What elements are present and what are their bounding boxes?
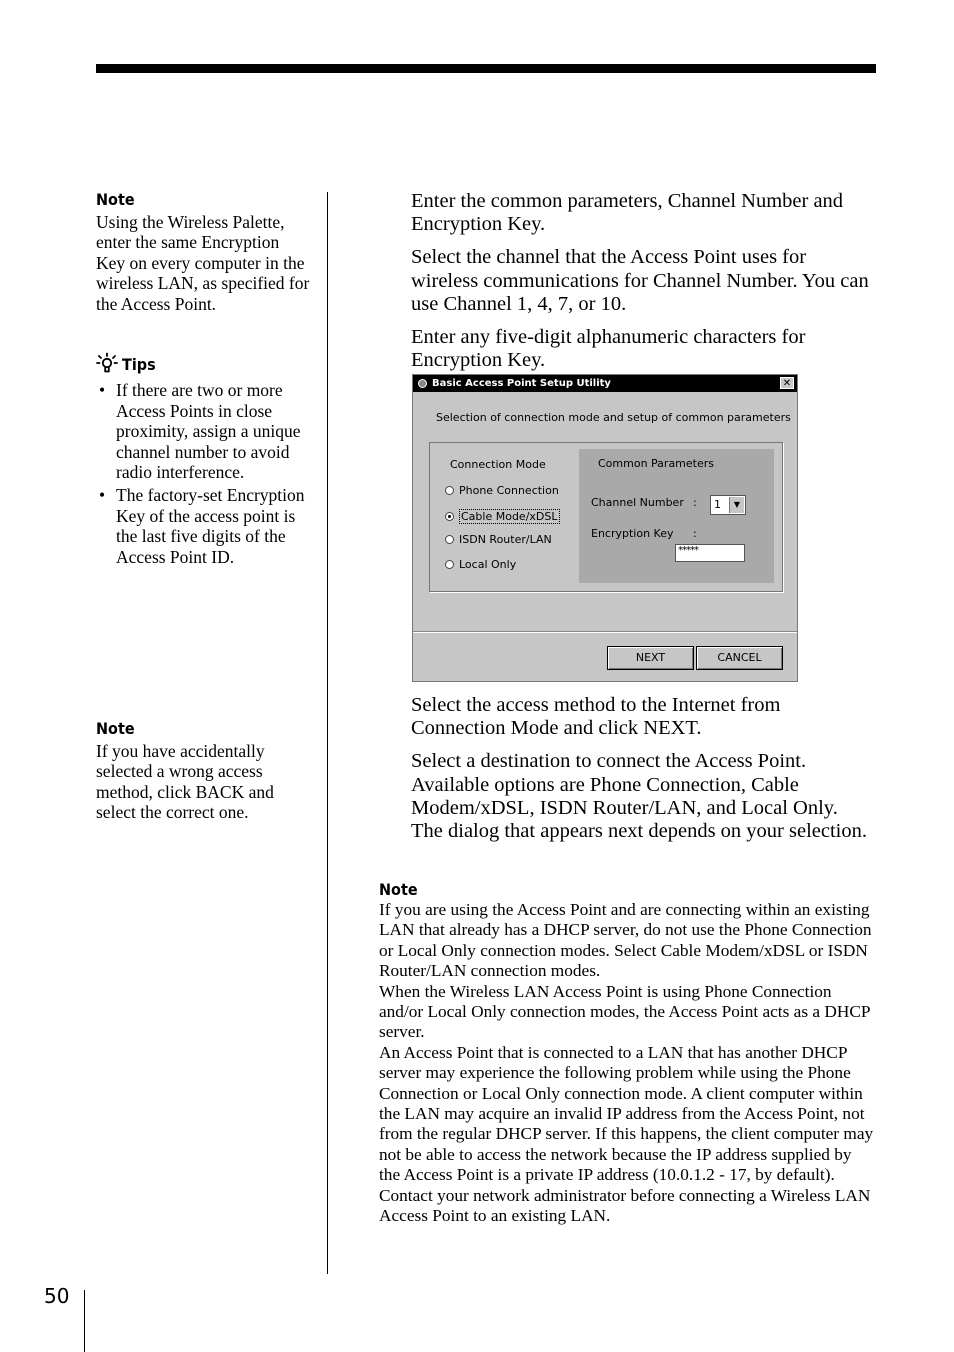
radio-button[interactable] [445, 486, 454, 495]
note-paragraph: An Access Point that is connected to a LAN that has another DHCP server may experience the following problem while using the Phone Connection or Local Only connection mode. A client computer within the LAN may acquire an invalid IP address from the Access Point, not from the regular DHCP server. If this happens, the client computer may not be able to access the network because the IP address supplied by the Access Point is a private IP address (10.0.1.2 - 17, by default). Contact your network administrator before connecting a Wireless LAN Access Point to an existing LAN. [379, 1042, 874, 1226]
note-heading: Note [96, 719, 135, 738]
radio-label: Local Only [459, 558, 517, 571]
chevron-down-icon[interactable]: ▼ [729, 497, 744, 513]
paragraph: Select the channel that the Access Point uses for wireless communications for Channel Number. You can use Channel 1, 4, 7, or 10. [411, 246, 869, 315]
close-icon[interactable]: ✕ [780, 377, 794, 389]
setup-dialog [412, 374, 798, 682]
settings-group [429, 442, 783, 592]
sidebar-note [96, 190, 312, 314]
radio-local-only[interactable] [445, 558, 516, 571]
tip-item: • If there are two or more Access Points in close proximity, assign a unique channel number to avoid radio interference. [96, 380, 312, 482]
cancel-button[interactable]: CANCEL [696, 646, 783, 670]
note-text: If you have accidentally selected a wrong access method, click BACK and select the correct one. [96, 741, 274, 823]
instructions-top [411, 190, 871, 382]
dialog-separator [413, 631, 797, 633]
common-parameters-panel [579, 449, 774, 583]
radio-phone-connection[interactable] [445, 484, 559, 497]
next-button[interactable]: NEXT [607, 646, 694, 670]
dialog-title-bar [413, 375, 797, 392]
channel-number-select[interactable] [710, 495, 746, 515]
note-text: Using the Wireless Palette, enter the same Encryption Key on every computer in the wireless LAN, as specified for the Access Point. [96, 212, 310, 314]
encryption-key-input[interactable]: ***** [675, 544, 745, 562]
colon: : [693, 527, 697, 540]
radio-label: ISDN Router/LAN [459, 533, 552, 546]
common-parameters-label: Common Parameters [598, 457, 714, 470]
lightbulb-icon [96, 352, 118, 378]
note-heading: Note [379, 880, 418, 899]
connection-mode-label: Connection Mode [450, 458, 546, 471]
page-number: 50 [44, 1284, 70, 1308]
encryption-key-label: Encryption Key [591, 527, 674, 540]
tips-heading: Tips [122, 355, 156, 375]
channel-number-label: Channel Number [591, 496, 684, 509]
colon: : [693, 496, 697, 509]
radio-button[interactable] [445, 560, 454, 569]
paragraph: Enter the common parameters, Channel Number and Encryption Key. [411, 190, 844, 236]
app-icon [417, 378, 428, 389]
tip-item: • The factory-set Encryption Key of the access point is the last five digits of the Access Point ID. [96, 485, 312, 567]
paragraph: Enter any five-digit alphanumeric characters for Encryption Key. [411, 326, 806, 372]
note-paragraph: When the Wireless LAN Access Point is using Phone Connection and/or Local Only connection modes, the Access Point acts as a DHCP server. [379, 981, 870, 1042]
note-paragraph: If you are using the Access Point and are connecting within an existing LAN that already has a DHCP server, do not use the Phone Connection or Local Only connection modes. Select Cable Modem/xDSL or ISDN Router/LAN connection modes. [379, 900, 872, 981]
channel-value: 1 [714, 498, 721, 511]
instructions-bottom [411, 694, 871, 853]
radio-button[interactable] [445, 535, 454, 544]
dialog-title: Basic Access Point Setup Utility [432, 378, 611, 389]
tips-list [96, 380, 312, 567]
dialog-subtitle: Selection of connection mode and setup of common parameters [436, 411, 791, 424]
column-divider [327, 192, 328, 1274]
dhcp-note [379, 880, 875, 1227]
radio-button-selected[interactable] [445, 512, 454, 521]
sidebar-note-back [96, 719, 312, 823]
radio-label: Cable Mode/xDSL [461, 510, 558, 523]
radio-cable-mode[interactable] [445, 509, 560, 524]
tips-box [96, 352, 312, 570]
header-rule [96, 64, 876, 73]
paragraph: Select a destination to connect the Access Point. Available options are Phone Connection, Cable Modem/xDSL, ISDN Router/LAN, and Local Only. The dialog that appears next depends on your selection. [411, 750, 867, 843]
note-heading: Note [96, 190, 135, 209]
paragraph: Select the access method to the Internet from Connection Mode and click NEXT. [411, 694, 781, 740]
radio-isdn-router[interactable] [445, 533, 552, 546]
page-number-rule [84, 1290, 85, 1352]
radio-label: Phone Connection [459, 484, 559, 497]
tips-header [96, 352, 312, 378]
